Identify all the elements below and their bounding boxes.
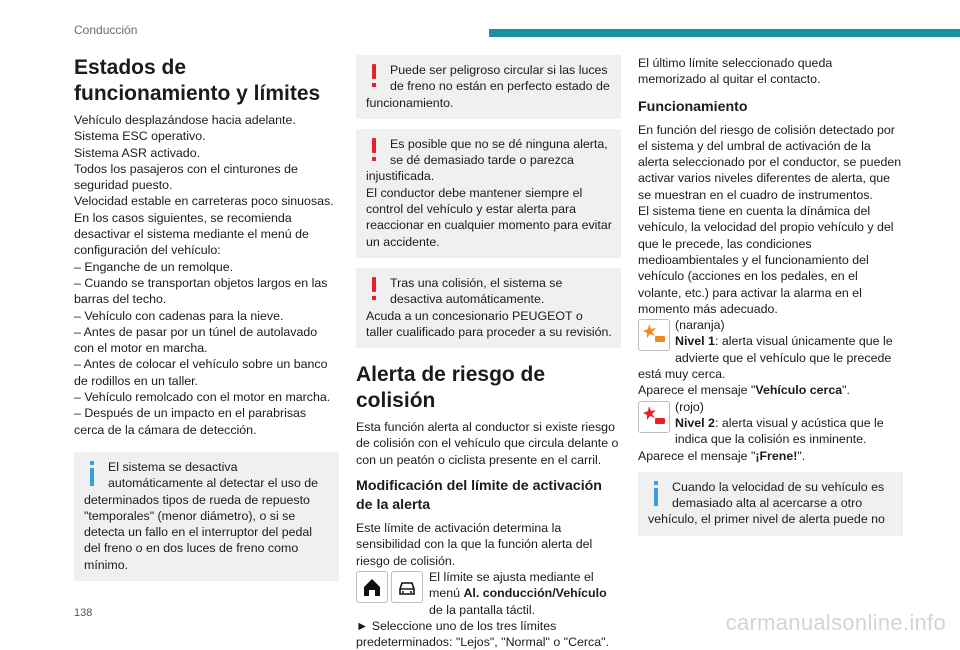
- memory-text: El último límite seleccionado queda memorizado al quitar el contacto.: [638, 56, 833, 87]
- warning-text: Tras una colisión, el sistema se desactiva automáticamente.: [390, 275, 563, 307]
- text-line: Todos los pasajeros con el cinturones de seguridad puesto.: [74, 161, 298, 193]
- warning-text: Puede ser peligroso circular si las luces de freno no están en perfecto estado de funcionamiento.: [366, 63, 610, 110]
- warning-text: Es posible que no se dé ninguna alerta, se dé demasiado tarde o parezca injustificada.: [366, 136, 608, 184]
- warning-note-after-collision: [356, 268, 621, 348]
- info-icon: [648, 481, 666, 509]
- info-note-spare-wheel: [74, 452, 339, 581]
- home-icon: [356, 571, 388, 603]
- operation-text: En función del riesgo de colisión detectado por el sistema y del umbral de activación de la alerta seleccionado por el conductor, se pueden activar varios niveles diferentes de alerta, que se muestran en el cuadro de instrumentos.: [638, 122, 902, 202]
- text-line: Sistema ESC operativo.: [74, 129, 206, 144]
- warning-icon: [366, 277, 384, 305]
- text-line: Sistema ASR activado.: [74, 145, 201, 160]
- text-line: Velocidad estable en carreteras poco sinuosas.: [74, 194, 334, 209]
- threshold-text: Este límite de activación determina la sensibilidad con la que la función alerta del riesgo de colisión.: [356, 521, 593, 568]
- collision-intro: Esta función alerta al conductor si existe riesgo de colisión con el vehículo que circula delante o con un peatón o ciclista presente en el carril.: [356, 420, 619, 467]
- level2-color: (rojo): [675, 399, 704, 414]
- column-left: [74, 55, 339, 591]
- text-line: – Cuando se transportan objetos largos en las barras del techo.: [74, 275, 328, 307]
- column-middle: [356, 55, 621, 650]
- collision-alert-red-icon: [638, 401, 670, 433]
- header-accent-bar: [489, 29, 960, 37]
- warning-note-driver-control: [356, 129, 621, 258]
- text-line: – Vehículo con cadenas para la nieve.: [74, 308, 284, 323]
- level1-text: Nivel 1: alerta visual únicamente que le advierte que el vehículo que le precede está muy cerca.: [638, 334, 893, 382]
- text-line: – Antes de colocar el vehículo sobre un banco de rodillos en un taller.: [74, 357, 328, 388]
- text-line: En los casos siguientes, se recomienda desactivar el sistema mediante el menú de configuración del vehículo:: [74, 210, 309, 258]
- info-note-text: El sistema se desactiva automáticamente al detectar el uso de determinados tipos de rueda de repuesto "temporales" (menor diámetro), o si se detecta un fallo en el interruptor del pedal del freno o en dos luces de freno como mínimo.: [84, 459, 319, 572]
- alert-level-1: [638, 317, 903, 382]
- info-note-text: Cuando la velocidad de su vehículo es demasiado alta al acercarse a otro vehículo, el primer nivel de alerta puede no: [648, 479, 885, 527]
- warning-icon: [366, 64, 384, 92]
- text-line: – Después de un impacto en el parabrisas cerca de la cámara de detección.: [74, 406, 307, 437]
- text-line: – Enganche de un remolque.: [74, 259, 234, 274]
- column-right: [638, 55, 903, 546]
- warning-text: El conductor debe mantener siempre el control del vehículo y estar alerta para reaccionar en cualquier momento para evitar un accidente.: [366, 185, 612, 249]
- text-line: – Vehículo remolcado con el motor en marcha.: [74, 390, 331, 405]
- warning-icon: [366, 138, 384, 166]
- section-title-limits: Estados de funcionamiento y límites: [74, 56, 321, 105]
- operation-text: El sistema tiene en cuenta la dínámica del vehículo, la velocidad del propio vehículo y del que le precede, las condiciones medioambientales y el funcionamiento del vehículo (acciones en los pedales, en el volante, etc.) para activar la alarma en el momento más adecuado.: [638, 204, 894, 316]
- collision-alert-orange-icon: [638, 319, 670, 351]
- subsection-title-operation: Funcionamiento: [638, 98, 748, 115]
- watermark: carmanualsonline.info: [725, 610, 946, 635]
- subsection-title-threshold: Modificación del límite de activación de la alerta: [356, 478, 602, 514]
- alert-level-2: [638, 399, 903, 448]
- menu-instruction: [356, 569, 621, 618]
- level1-message: Aparece el mensaje "Vehículo cerca".: [638, 383, 850, 398]
- level2-message: Aparece el mensaje "¡Frene!".: [638, 448, 806, 463]
- menu-text: El límite se ajusta mediante el menú Al. conducción/Vehículo de la pantalla táctil.: [429, 569, 607, 617]
- level2-text: Nivel 2: alerta visual y acústica que le indica que la colisión es inminente.: [675, 415, 884, 447]
- warning-text: Acuda a un concesionario PEUGEOT o taller cualificado para proceder a su revisión.: [366, 308, 612, 339]
- info-note-speed: [638, 472, 903, 536]
- menu-icons: [356, 571, 423, 603]
- warning-note-brake-lights: [356, 55, 621, 119]
- page-number: 138: [74, 607, 93, 619]
- info-icon: [84, 461, 102, 489]
- instruction-step: ► Seleccione uno de los tres límites predeterminados: "Lejos", "Normal" o "Cerca".: [356, 618, 609, 650]
- text-line: – Antes de pasar por un túnel de autolavado con el motor en marcha.: [74, 324, 318, 356]
- section-title-collision-alert: Alerta de riesgo de colisión: [356, 363, 546, 413]
- limits-text: [74, 112, 339, 438]
- menu-path: Al. conducción/Vehículo: [463, 586, 607, 601]
- section-header: Conducción: [74, 23, 138, 37]
- level1-color: (naranja): [675, 318, 725, 333]
- text-line: Vehículo desplazándose hacia adelante.: [74, 113, 296, 127]
- car-icon: [391, 571, 423, 603]
